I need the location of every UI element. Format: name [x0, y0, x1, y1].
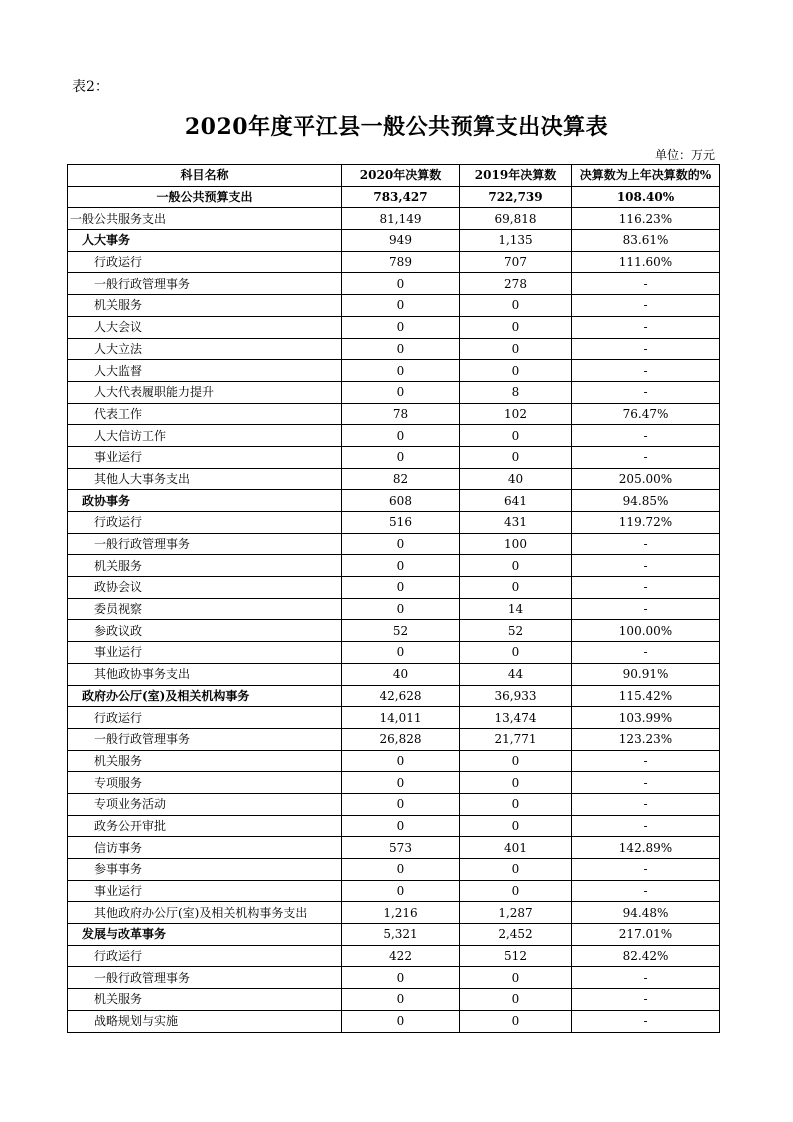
row-value-2019: 52 — [460, 620, 572, 642]
row-value-2019: 0 — [460, 338, 572, 360]
row-value-2020: 0 — [342, 880, 460, 902]
row-value-2020: 14,011 — [342, 707, 460, 729]
row-value-2020: 516 — [342, 512, 460, 534]
row-value-2020: 573 — [342, 837, 460, 859]
row-ratio-percent: 94.48% — [572, 902, 720, 924]
table-row — [68, 577, 720, 599]
row-value-2019: 102 — [460, 403, 572, 425]
row-value-2019: 0 — [460, 815, 572, 837]
row-value-2020: 0 — [342, 425, 460, 447]
row-value-2019: 278 — [460, 273, 572, 295]
table-row — [68, 772, 720, 794]
table-row — [68, 642, 720, 664]
row-value-2019: 0 — [460, 360, 572, 382]
row-ratio-percent: 76.47% — [572, 403, 720, 425]
row-value-2019: 13,474 — [460, 707, 572, 729]
row-value-2020: 0 — [342, 360, 460, 382]
row-value-2020: 783,427 — [342, 186, 460, 208]
table-label: 表2： — [72, 79, 109, 95]
table-row — [68, 490, 720, 512]
row-subject-name: 人大立法 — [68, 338, 342, 360]
table-row — [68, 273, 720, 295]
row-value-2019: 707 — [460, 251, 572, 273]
row-value-2020: 78 — [342, 403, 460, 425]
row-subject-name: 人大事务 — [68, 230, 342, 252]
row-subject-name: 一般行政管理事务 — [68, 273, 342, 295]
table-row — [68, 512, 720, 534]
row-ratio-percent: - — [572, 772, 720, 794]
row-value-2019: 69,818 — [460, 208, 572, 230]
table-row — [68, 295, 720, 317]
row-value-2020: 949 — [342, 230, 460, 252]
row-value-2019: 2,452 — [460, 924, 572, 946]
table-row — [68, 208, 720, 230]
row-value-2020: 0 — [342, 1010, 460, 1032]
row-value-2019: 0 — [460, 446, 572, 468]
row-subject-name: 事业运行 — [68, 880, 342, 902]
table-row — [68, 859, 720, 881]
row-value-2020: 52 — [342, 620, 460, 642]
table-row — [68, 989, 720, 1011]
row-subject-name: 其他政府办公厅(室)及相关机构事务支出 — [68, 902, 342, 924]
row-value-2019: 1,287 — [460, 902, 572, 924]
row-value-2020: 40 — [342, 663, 460, 685]
row-value-2020: 0 — [342, 446, 460, 468]
row-ratio-percent: 217.01% — [572, 924, 720, 946]
row-value-2019: 0 — [460, 772, 572, 794]
table-row — [68, 186, 720, 208]
row-ratio-percent: - — [572, 642, 720, 664]
row-subject-name: 机关服务 — [68, 989, 342, 1011]
row-subject-name: 其他政协事务支出 — [68, 663, 342, 685]
row-subject-name: 委员视察 — [68, 598, 342, 620]
row-ratio-percent: - — [572, 360, 720, 382]
row-ratio-percent: 90.91% — [572, 663, 720, 685]
row-ratio-percent: - — [572, 446, 720, 468]
table-row — [68, 620, 720, 642]
row-ratio-percent: 205.00% — [572, 468, 720, 490]
row-ratio-percent: - — [572, 750, 720, 772]
row-ratio-percent: 119.72% — [572, 512, 720, 534]
row-subject-name: 一般行政管理事务 — [68, 533, 342, 555]
row-value-2019: 40 — [460, 468, 572, 490]
row-value-2020: 0 — [342, 750, 460, 772]
row-value-2019: 36,933 — [460, 685, 572, 707]
row-subject-name: 行政运行 — [68, 707, 342, 729]
row-ratio-percent: 82.42% — [572, 945, 720, 967]
row-subject-name: 专项业务活动 — [68, 793, 342, 815]
table-row — [68, 338, 720, 360]
table-row — [68, 360, 720, 382]
table-row — [68, 728, 720, 750]
row-value-2019: 0 — [460, 642, 572, 664]
table-row — [68, 425, 720, 447]
row-ratio-percent: 115.42% — [572, 685, 720, 707]
row-value-2020: 422 — [342, 945, 460, 967]
table-row — [68, 381, 720, 403]
row-ratio-percent: - — [572, 381, 720, 403]
row-value-2020: 0 — [342, 316, 460, 338]
row-value-2020: 0 — [342, 273, 460, 295]
row-ratio-percent: - — [572, 1010, 720, 1032]
row-value-2020: 0 — [342, 967, 460, 989]
row-ratio-percent: - — [572, 555, 720, 577]
row-subject-name: 代表工作 — [68, 403, 342, 425]
row-value-2019: 0 — [460, 316, 572, 338]
row-value-2019: 401 — [460, 837, 572, 859]
budget-table — [67, 164, 720, 1033]
row-value-2019: 21,771 — [460, 728, 572, 750]
row-value-2019: 0 — [460, 425, 572, 447]
row-value-2019: 0 — [460, 793, 572, 815]
table-row — [68, 902, 720, 924]
row-subject-name: 一般公共预算支出 — [68, 186, 342, 208]
row-value-2019: 641 — [460, 490, 572, 512]
row-ratio-percent: - — [572, 273, 720, 295]
row-subject-name: 人大监督 — [68, 360, 342, 382]
row-ratio-percent: - — [572, 793, 720, 815]
header-2019: 2019年决算数 — [460, 165, 572, 187]
row-subject-name: 政协会议 — [68, 577, 342, 599]
row-value-2019: 44 — [460, 663, 572, 685]
row-value-2019: 0 — [460, 577, 572, 599]
table-row — [68, 555, 720, 577]
row-value-2019: 512 — [460, 945, 572, 967]
row-subject-name: 机关服务 — [68, 750, 342, 772]
row-subject-name: 参事事务 — [68, 859, 342, 881]
row-value-2020: 0 — [342, 989, 460, 1011]
table-row — [68, 793, 720, 815]
row-ratio-percent: 94.85% — [572, 490, 720, 512]
row-value-2020: 42,628 — [342, 685, 460, 707]
row-value-2019: 0 — [460, 967, 572, 989]
row-ratio-percent: 123.23% — [572, 728, 720, 750]
table-row — [68, 750, 720, 772]
row-ratio-percent: - — [572, 880, 720, 902]
table-row — [68, 945, 720, 967]
table-row — [68, 598, 720, 620]
header-subject: 科目名称 — [68, 165, 342, 187]
table-row — [68, 837, 720, 859]
row-value-2019: 722,739 — [460, 186, 572, 208]
table-row — [68, 707, 720, 729]
table-row — [68, 403, 720, 425]
row-subject-name: 专项服务 — [68, 772, 342, 794]
row-subject-name: 人大信访工作 — [68, 425, 342, 447]
row-ratio-percent: - — [572, 533, 720, 555]
row-value-2019: 0 — [460, 750, 572, 772]
row-subject-name: 参政议政 — [68, 620, 342, 642]
table-body — [68, 186, 720, 1032]
row-subject-name: 政府办公厅(室)及相关机构事务 — [68, 685, 342, 707]
table-row — [68, 251, 720, 273]
row-ratio-percent: - — [572, 815, 720, 837]
table-row — [68, 446, 720, 468]
row-subject-name: 战略规划与实施 — [68, 1010, 342, 1032]
row-value-2019: 1,135 — [460, 230, 572, 252]
row-subject-name: 事业运行 — [68, 642, 342, 664]
table-row — [68, 468, 720, 490]
row-value-2020: 0 — [342, 295, 460, 317]
row-ratio-percent: - — [572, 598, 720, 620]
header-ratio: 决算数为上年决算数的% — [572, 165, 720, 187]
row-subject-name: 人大会议 — [68, 316, 342, 338]
row-ratio-percent: 100.00% — [572, 620, 720, 642]
row-value-2020: 0 — [342, 772, 460, 794]
row-ratio-percent: 108.40% — [572, 186, 720, 208]
row-ratio-percent: 111.60% — [572, 251, 720, 273]
header-2020: 2020年决算数 — [342, 165, 460, 187]
row-ratio-percent: - — [572, 338, 720, 360]
row-ratio-percent: - — [572, 577, 720, 599]
row-value-2020: 1,216 — [342, 902, 460, 924]
table-row — [68, 230, 720, 252]
row-value-2019: 431 — [460, 512, 572, 534]
row-subject-name: 行政运行 — [68, 945, 342, 967]
row-value-2020: 0 — [342, 533, 460, 555]
row-ratio-percent: - — [572, 425, 720, 447]
header-row — [68, 165, 720, 187]
row-value-2019: 0 — [460, 880, 572, 902]
row-subject-name: 一般行政管理事务 — [68, 967, 342, 989]
table-row — [68, 880, 720, 902]
row-ratio-percent: 142.89% — [572, 837, 720, 859]
page-title: 2020年度平江县一般公共预算支出决算表 — [184, 114, 609, 140]
table-row — [68, 685, 720, 707]
table-row — [68, 533, 720, 555]
row-value-2019: 8 — [460, 381, 572, 403]
row-subject-name: 机关服务 — [68, 295, 342, 317]
row-subject-name: 信访事务 — [68, 837, 342, 859]
row-subject-name: 一般行政管理事务 — [68, 728, 342, 750]
table-row — [68, 924, 720, 946]
row-value-2019: 0 — [460, 1010, 572, 1032]
row-value-2019: 0 — [460, 859, 572, 881]
row-subject-name: 发展与改革事务 — [68, 924, 342, 946]
row-value-2020: 26,828 — [342, 728, 460, 750]
row-value-2019: 0 — [460, 555, 572, 577]
row-value-2019: 0 — [460, 989, 572, 1011]
row-subject-name: 人大代表履职能力提升 — [68, 381, 342, 403]
row-value-2019: 14 — [460, 598, 572, 620]
row-value-2020: 82 — [342, 468, 460, 490]
row-value-2020: 0 — [342, 859, 460, 881]
table-row — [68, 967, 720, 989]
table-row — [68, 1010, 720, 1032]
table-row — [68, 815, 720, 837]
row-subject-name: 其他人大事务支出 — [68, 468, 342, 490]
row-value-2020: 0 — [342, 338, 460, 360]
row-ratio-percent: 103.99% — [572, 707, 720, 729]
row-value-2020: 0 — [342, 793, 460, 815]
row-subject-name: 行政运行 — [68, 512, 342, 534]
row-value-2019: 0 — [460, 295, 572, 317]
row-subject-name: 一般公共服务支出 — [68, 208, 342, 230]
row-value-2020: 0 — [342, 598, 460, 620]
table-row — [68, 663, 720, 685]
row-value-2020: 608 — [342, 490, 460, 512]
row-subject-name: 政务公开审批 — [68, 815, 342, 837]
row-value-2020: 0 — [342, 555, 460, 577]
unit-note: 单位：万元 — [654, 148, 715, 162]
row-value-2019: 100 — [460, 533, 572, 555]
row-value-2020: 0 — [342, 815, 460, 837]
row-value-2020: 0 — [342, 381, 460, 403]
row-value-2020: 81,149 — [342, 208, 460, 230]
row-value-2020: 5,321 — [342, 924, 460, 946]
row-subject-name: 事业运行 — [68, 446, 342, 468]
row-value-2020: 789 — [342, 251, 460, 273]
row-subject-name: 政协事务 — [68, 490, 342, 512]
row-subject-name: 行政运行 — [68, 251, 342, 273]
row-ratio-percent: - — [572, 859, 720, 881]
row-subject-name: 机关服务 — [68, 555, 342, 577]
table-row — [68, 316, 720, 338]
row-ratio-percent: - — [572, 316, 720, 338]
row-ratio-percent: 83.61% — [572, 230, 720, 252]
row-ratio-percent: 116.23% — [572, 208, 720, 230]
row-ratio-percent: - — [572, 295, 720, 317]
row-value-2020: 0 — [342, 642, 460, 664]
row-ratio-percent: - — [572, 967, 720, 989]
row-value-2020: 0 — [342, 577, 460, 599]
row-ratio-percent: - — [572, 989, 720, 1011]
